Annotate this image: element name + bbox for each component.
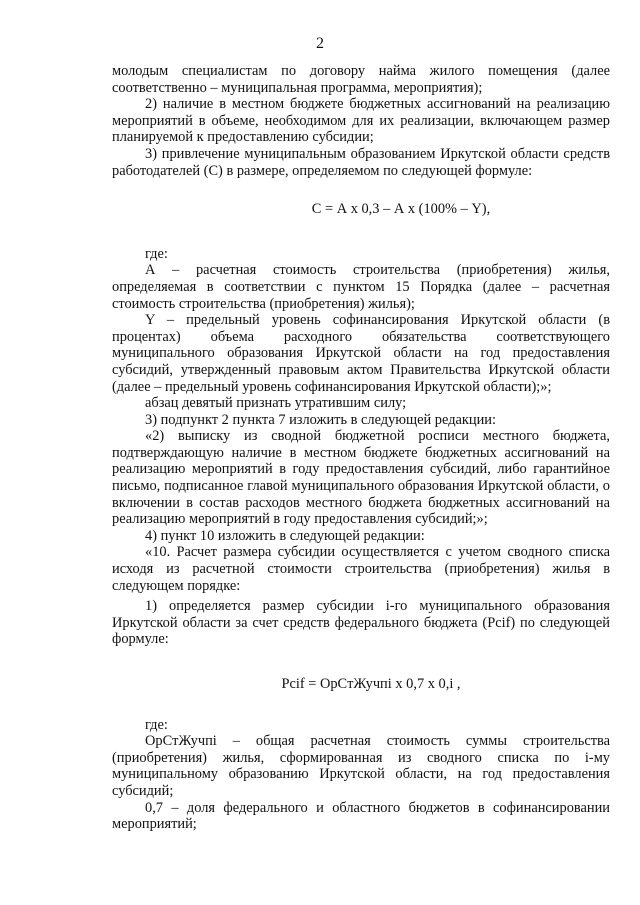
paragraph-item-4-amend: 4) пункт 10 изложить в следующей редакции:: [145, 527, 425, 544]
paragraph-abzac-9: абзац девятый признать утратившим силу;: [145, 395, 407, 412]
definition-y: Y – предельный уровень софинансирования Иркутской области (в процентах) объема расходного обязательства соответствующего муниципального образования Иркутской области на год предоставления субсидий, утвержденный правовым актом Правительства Иркутской области (далее – предельный уровень софинансирования Иркутской области);»;: [112, 312, 610, 395]
paragraph-item-2: 2) наличие в местном бюджете бюджетных ассигнований на реализацию мероприятий в объеме, необходимом для их реализации, включающем размер планируемой к предоставлению субсидии;: [112, 96, 610, 146]
definition-a: А – расчетная стоимость строительства (приобретения) жилья, определяемая в соответствии с пунктом 15 Порядка (далее – расчетная стоимость строительства (приобретения) жилья);: [112, 262, 610, 312]
paragraph-quote-2: «2) выписку из сводной бюджетной росписи местного бюджета, подтверждающую наличие в местном бюджете бюджетных ассигнований на реализацию мероприятий в году предоставления субсидий, либо гарантийное письмо, подписанное главой муниципального образования Иркутской области, о включении в состав расходов местного бюджета бюджетных ассигнований на реализацию мероприятий в году предоставления субсидий;»;: [112, 428, 610, 528]
formula-federal-subsidy: Pcif = OpCтЖучпi х 0,7 х 0,i ,: [281, 676, 461, 692]
definition-share: 0,7 – доля федерального и областного бюджетов в софинансировании мероприятий;: [112, 799, 610, 833]
where-label-2: где:: [145, 716, 168, 733]
page-number: 2: [316, 35, 324, 52]
paragraph-item-3-amend: 3) подпункт 2 пункта 7 изложить в следующей редакции:: [145, 411, 496, 428]
paragraph-quote-10: «10. Расчет размера субсидии осуществляется с учетом сводного списка исходя из расчетной стоимости строительства (приобретения) жилья в следующем порядке:: [112, 544, 610, 594]
formula-employer-funds: С = А х 0,3 – А х (100% – Y),: [311, 201, 491, 218]
definition-total-cost: OpCтЖучпi – общая расчетная стоимость суммы строительства (приобретения) жилья, сформированная из сводного списка по i-му муниципальному образованию Иркутской области, на год предоставления субсидий;: [112, 733, 610, 799]
document-body: [112, 63, 610, 833]
paragraph-item-3: 3) привлечение муниципальным образованием Иркутской области средств работодателей (С) в размере, определяемом по следующей формуле:: [112, 145, 610, 179]
where-label-1: где:: [145, 245, 168, 262]
paragraph-subitem-1: 1) определяется размер субсидии i-го муниципального образования Иркутской области за счет средств федерального бюджета (Pcif) по следующей формуле:: [112, 598, 610, 648]
paragraph-continuation: молодым специалистам по договору найма жилого помещения (далее соответственно – муниципальная программа, мероприятия);: [112, 63, 610, 96]
